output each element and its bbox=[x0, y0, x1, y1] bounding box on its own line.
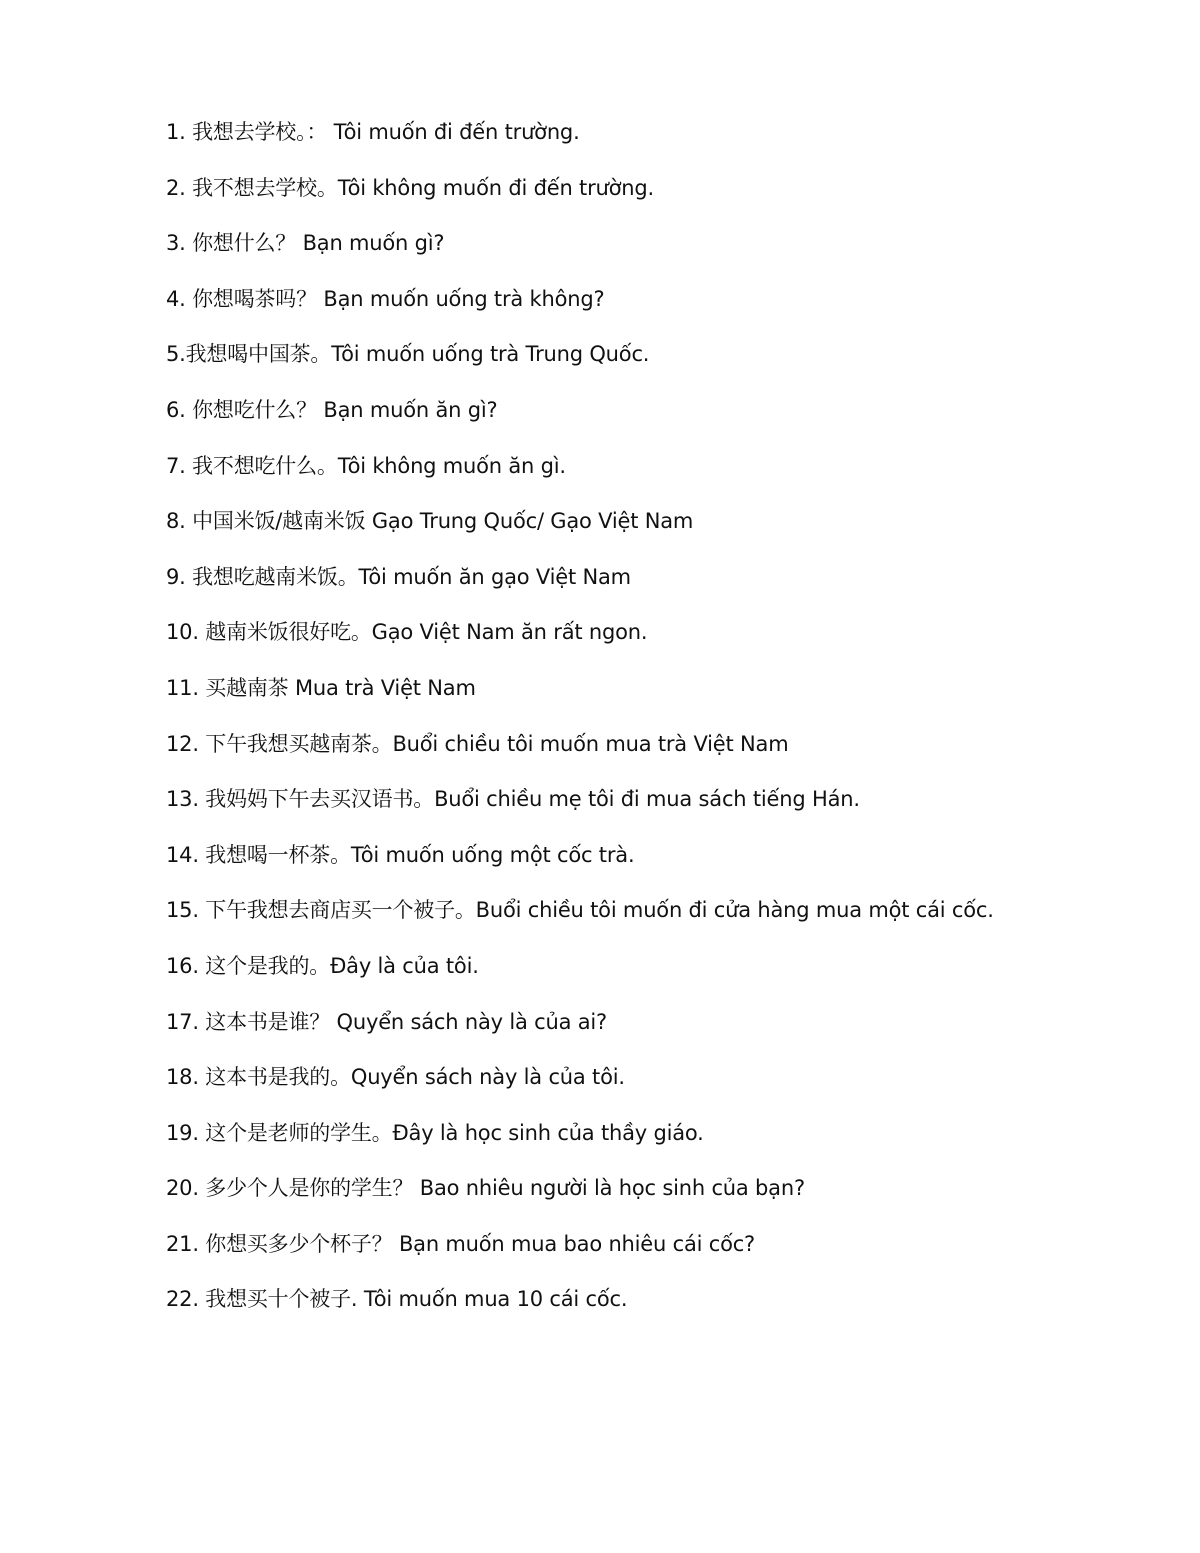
sentence-line-19: 19. 这个是老师的学生。Đây là học sinh của thầy giáo. bbox=[166, 1120, 704, 1145]
sentence-line-7: 7. 我不想吃什么。Tôi không muốn ăn gì. bbox=[166, 453, 566, 478]
sentence-line-1: 1. 我想去学校。： Tôi muốn đi đến trường. bbox=[166, 120, 580, 144]
sentence-line-21: 21. 你想买多少个杯子？ Bạn muốn mua bao nhiêu cái cốc? bbox=[166, 1231, 756, 1256]
sentence-line-13: 13. 我妈妈下午去买汉语书。Buổi chiều mẹ tôi đi mua sách tiếng Hán. bbox=[166, 787, 860, 812]
sentence-line-4: 4. 你想喝茶吗？ Bạn muốn uống trà không? bbox=[166, 286, 605, 311]
sentence-line-9: 9. 我想吃越南米饭。Tôi muốn ăn gạo Việt Nam bbox=[166, 564, 631, 589]
sentence-line-6: 6. 你想吃什么？ Bạn muốn ăn gì? bbox=[166, 397, 498, 422]
sentence-line-18: 18. 这本书是我的。Quyển sách này là của tôi. bbox=[166, 1065, 625, 1090]
sentence-line-3: 3. 你想什么？ Bạn muốn gì? bbox=[166, 231, 445, 256]
sentence-line-2: 2. 我不想去学校。Tôi không muốn đi đến trường. bbox=[166, 175, 654, 200]
sentence-line-10: 10. 越南米饭很好吃。Gạo Việt Nam ăn rất ngon. bbox=[166, 620, 648, 645]
sentence-line-16: 16. 这个是我的。Đây là của tôi. bbox=[166, 953, 479, 978]
sentence-line-15: 15. 下午我想去商店买一个被子。Buổi chiều tôi muốn đi cửa hàng mua một cái cốc. bbox=[166, 898, 994, 923]
sentence-line-8: 8. 中国米饭/越南米饭 Gạo Trung Quốc/ Gạo Việt Nam bbox=[166, 509, 694, 534]
sentence-line-22: 22. 我想买十个被子. Tôi muốn mua 10 cái cốc. bbox=[166, 1287, 628, 1312]
sentence-line-12: 12. 下午我想买越南茶。Buổi chiều tôi muốn mua trà Việt Nam bbox=[166, 731, 789, 756]
sentence-line-20: 20. 多少个人是你的学生？ Bao nhiêu người là học sinh của bạn? bbox=[166, 1176, 805, 1201]
sentence-line-17: 17. 这本书是谁？ Quyển sách này là của ai? bbox=[166, 1009, 607, 1034]
sentence-line-14: 14. 我想喝一杯茶。Tôi muốn uống một cốc trà. bbox=[166, 842, 635, 867]
sentence-line-5: 5.我想喝中国茶。Tôi muốn uống trà Trung Quốc. bbox=[166, 342, 650, 367]
sentence-list bbox=[166, 116, 1166, 1339]
sentence-line-11: 11. 买越南茶 Mua trà Việt Nam bbox=[166, 675, 476, 700]
